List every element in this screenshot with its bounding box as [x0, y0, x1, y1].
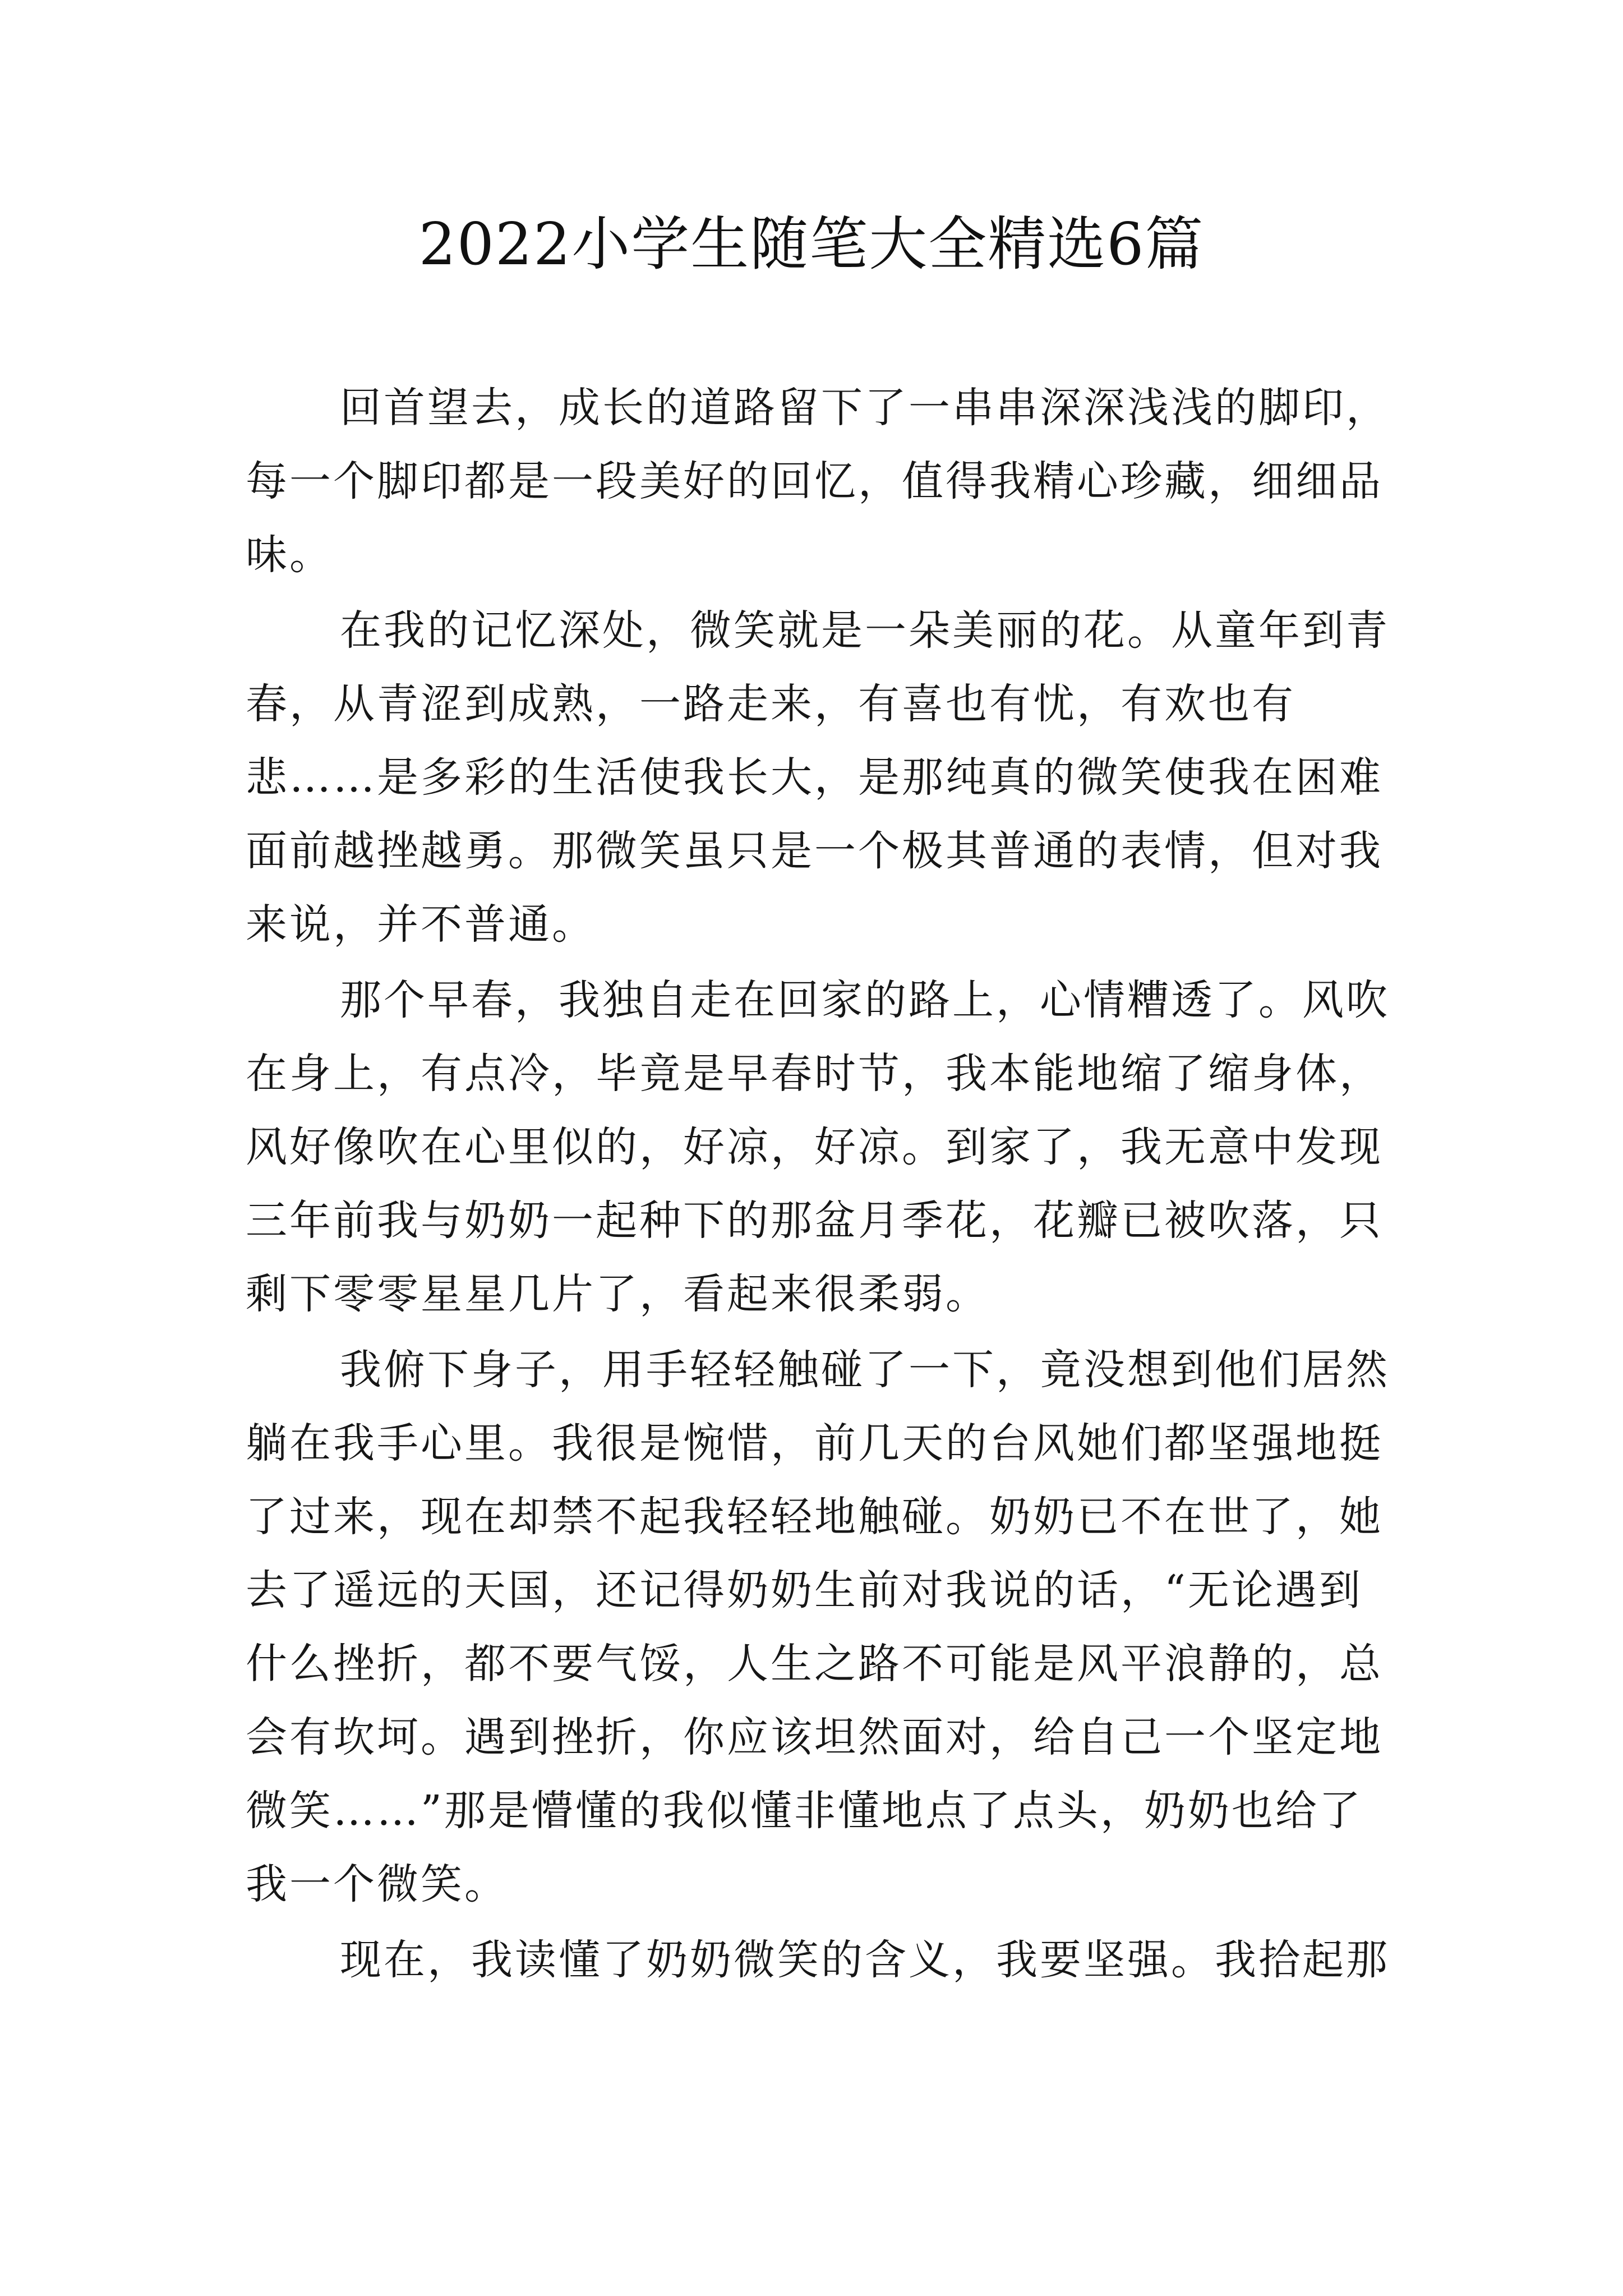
- paragraph-2: [246, 594, 1390, 961]
- text-line: 会有坎坷。遇到挫折，你应该坦然面对，给自己一个坚定地: [246, 1713, 1383, 1761]
- text-line: 去了遥远的天国，还记得奶奶生前对我说的话，“无论遇到: [246, 1566, 1363, 1614]
- text-line: 风好像吹在心里似的，好凉，好凉。到家了，我无意中发现: [246, 1123, 1383, 1171]
- text-line: 回首望去，成长的道路留下了一串串深深浅浅的脚印，: [340, 384, 1390, 432]
- text-line: 我一个微笑。: [246, 1860, 508, 1908]
- text-line: 春，从青涩到成熟，一路走来，有喜也有忧，有欢也有: [246, 680, 1295, 728]
- text-line: 悲……是多彩的生活使我长大，是那纯真的微笑使我在困难: [246, 753, 1383, 802]
- paragraph-4: [246, 1333, 1390, 1921]
- paragraph-3: [246, 964, 1390, 1331]
- text-line: 面前越挫越勇。那微笑虽只是一个极其普通的表情，但对我: [246, 827, 1383, 875]
- document-body: [246, 371, 1390, 1999]
- paragraph-5: [246, 1924, 1390, 1997]
- text-line: 来说，并不普通。: [246, 900, 596, 949]
- paragraph-1: [246, 371, 1390, 592]
- text-line: 微笑……”那是懵懂的我似懂非懂地点了点头，奶奶也给了: [246, 1787, 1363, 1835]
- document-title: 2022小学生随笔大全精选6篇: [418, 210, 1205, 278]
- text-line: 现在，我读懂了奶奶微笑的含义，我要坚强。我拾起那: [340, 1936, 1390, 1984]
- text-line: 在身上，有点冷，毕竟是早春时节，我本能地缩了缩身体，: [246, 1050, 1383, 1098]
- text-line: 每一个脚印都是一段美好的回忆，值得我精心珍藏，细细品: [246, 457, 1383, 505]
- text-line: 那个早春，我独自走在回家的路上，心情糟透了。风吹: [340, 976, 1390, 1024]
- text-line: 在我的记忆深处，微笑就是一朵美丽的花。从童年到青: [340, 606, 1390, 655]
- text-line: 什么挫折，都不要气馁，人生之路不可能是风平浪静的，总: [246, 1640, 1383, 1688]
- text-line: 躺在我手心里。我很是惋惜，前几天的台风她们都坚强地挺: [246, 1419, 1383, 1467]
- text-line: 了过来，现在却禁不起我轻轻地触碰。奶奶已不在世了，她: [246, 1493, 1383, 1541]
- text-line: 我俯下身子，用手轻轻触碰了一下，竟没想到他们居然: [340, 1346, 1390, 1394]
- text-line: 三年前我与奶奶一起种下的那盆月季花，花瓣已被吹落，只: [246, 1197, 1383, 1245]
- text-line: 味。: [246, 531, 333, 579]
- text-line: 剩下零零星星几片了，看起来很柔弱。: [246, 1270, 989, 1318]
